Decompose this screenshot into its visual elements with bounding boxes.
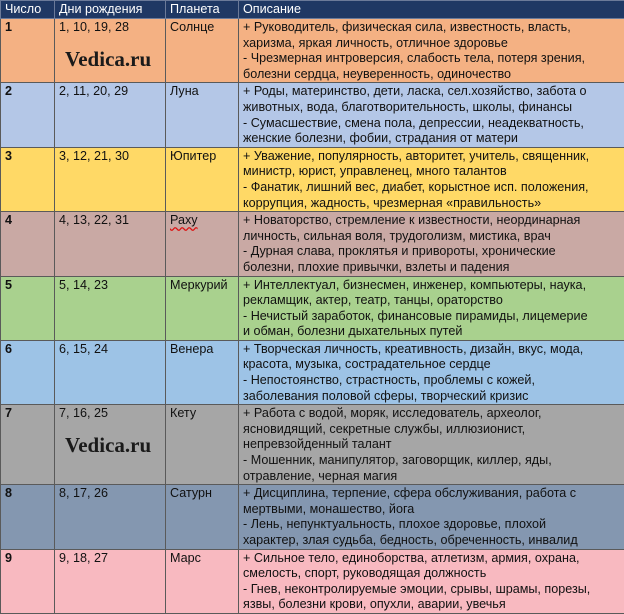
cell-description (239, 485, 624, 549)
table-row (1, 147, 624, 211)
description-line: характер, злая судьба, бедность, обреченность, инвалид (243, 533, 620, 549)
description-line: непревзойденный талант (243, 437, 620, 453)
birthdays-text: 5, 14, 23 (59, 278, 161, 294)
cell-number: 7 (1, 405, 55, 485)
cell-number: 5 (1, 276, 55, 340)
cell-description (239, 212, 624, 276)
header-birthdays: Дни рождения (55, 1, 166, 19)
cell-birthdays (55, 19, 166, 83)
description-line: - Сумасшествие, смена пола, депрессии, неадекватность, (243, 116, 620, 132)
table-row (1, 276, 624, 340)
planet-text: Сатурн (170, 486, 212, 500)
cell-number: 9 (1, 549, 55, 613)
birthdays-text: 9, 18, 27 (59, 551, 161, 567)
birthdays-text: 4, 13, 22, 31 (59, 213, 161, 229)
cell-description (239, 549, 624, 613)
cell-description (239, 19, 624, 83)
cell-birthdays (55, 340, 166, 404)
planet-text: Кету (170, 406, 196, 420)
cell-description (239, 340, 624, 404)
description-line: - Дурная слава, проклятья и привороты, хронические (243, 244, 620, 260)
cell-birthdays (55, 276, 166, 340)
birthdays-text: 3, 12, 21, 30 (59, 149, 161, 165)
cell-birthdays (55, 485, 166, 549)
planet-text: Юпитер (170, 149, 216, 163)
description-line: отравление, черная магия (243, 469, 620, 485)
site-watermark: Vedica.ru (65, 433, 161, 457)
cell-planet (166, 276, 239, 340)
birthdays-text: 6, 15, 24 (59, 342, 161, 358)
cell-number: 2 (1, 83, 55, 147)
cell-birthdays (55, 147, 166, 211)
header-row (1, 1, 624, 19)
planet-text: Венера (170, 342, 213, 356)
planet-text: Раху (170, 213, 198, 227)
cell-description (239, 83, 624, 147)
description-line: + Работа с водой, моряк, исследователь, археолог, (243, 406, 620, 422)
table-row (1, 549, 624, 613)
description-line: - Нечистый заработок, финансовые пирамиды, лицемерие (243, 309, 620, 325)
cell-description (239, 405, 624, 485)
description-line: министр, юрист, управленец, много талантов (243, 164, 620, 180)
planet-text: Меркурий (170, 278, 228, 292)
description-line: + Руководитель, физическая сила, известность, власть, (243, 20, 620, 36)
planet-text: Луна (170, 84, 199, 98)
cell-birthdays (55, 405, 166, 485)
cell-planet (166, 212, 239, 276)
cell-planet (166, 405, 239, 485)
cell-number: 4 (1, 212, 55, 276)
description-line: + Дисциплина, терпение, сфера обслуживания, работа с (243, 486, 620, 502)
description-line: животных, вода, благотворительность, школы, финансы (243, 100, 620, 116)
planet-text: Марс (170, 551, 201, 565)
cell-planet (166, 19, 239, 83)
description-line: + Творческая личность, креативность, дизайн, вкус, мода, (243, 342, 620, 358)
description-line: личность, сильная воля, трудоголизм, мистика, врач (243, 229, 620, 245)
description-line: красота, музыка, сострадательное сердце (243, 357, 620, 373)
description-line: женские болезни, фобии, страдания от матери (243, 131, 620, 147)
birthdays-text: 2, 11, 20, 29 (59, 84, 161, 100)
cell-number: 6 (1, 340, 55, 404)
cell-planet (166, 549, 239, 613)
planet-text: Солнце (170, 20, 214, 34)
table-row (1, 83, 624, 147)
cell-planet (166, 83, 239, 147)
site-watermark: Vedica.ru (65, 47, 161, 71)
description-line: + Роды, материнство, дети, ласка, сел.хозяйство, забота о (243, 84, 620, 100)
cell-birthdays (55, 83, 166, 147)
description-line: болезни, плохие привычки, взлеты и падения (243, 260, 620, 276)
description-line: - Фанатик, лишний вес, диабет, корыстное исп. положения, (243, 180, 620, 196)
description-line: ясновидящий, секретные службы, иллюзионист, (243, 422, 620, 438)
description-line: - Чрезмерная интроверсия, слабость тела, потеря зрения, (243, 51, 620, 67)
description-line: - Лень, непунктуальность, плохое здоровье, плохой (243, 517, 620, 533)
description-line: - Мошенник, манипулятор, заговорщик, киллер, яды, (243, 453, 620, 469)
description-line: заболевания половой сферы, творческий кризис (243, 389, 620, 405)
description-line: болезни сердца, неуверенность, одиночество (243, 67, 620, 83)
cell-planet (166, 485, 239, 549)
table-row (1, 212, 624, 276)
birthdays-text: 8, 17, 26 (59, 486, 161, 502)
description-line: мертвыми, монашество, йога (243, 502, 620, 518)
header-number: Число (1, 1, 55, 19)
cell-number: 1 (1, 19, 55, 83)
header-description: Описание (239, 1, 624, 19)
cell-planet (166, 340, 239, 404)
description-line: язвы, болезни крови, опухли, аварии, увечья (243, 597, 620, 613)
header-planet: Планета (166, 1, 239, 19)
table-row (1, 485, 624, 549)
description-line: коррупция, жадность, чрезмерная «правильность» (243, 196, 620, 212)
cell-description (239, 147, 624, 211)
description-line: рекламщик, актер, театр, танцы, ораторство (243, 293, 620, 309)
cell-number: 3 (1, 147, 55, 211)
cell-number: 8 (1, 485, 55, 549)
description-line: и обман, болезни дыхательных путей (243, 324, 620, 340)
cell-planet (166, 147, 239, 211)
table-row (1, 19, 624, 83)
cell-birthdays (55, 549, 166, 613)
description-line: + Сильное тело, единоборства, атлетизм, армия, охрана, (243, 551, 620, 567)
description-line: харизма, яркая личность, отличное здоровье (243, 36, 620, 52)
description-line: - Непостоянство, страстность, проблемы с кожей, (243, 373, 620, 389)
description-line: + Уважение, популярность, авторитет, учитель, священник, (243, 149, 620, 165)
description-line: смелость, спорт, руководящая должность (243, 566, 620, 582)
birthdays-text: 7, 16, 25 (59, 406, 161, 422)
description-line: + Новаторство, стремление к известности, неординарная (243, 213, 620, 229)
description-line: + Интеллектуал, бизнесмен, инженер, компьютеры, наука, (243, 278, 620, 294)
table-row (1, 340, 624, 404)
cell-description (239, 276, 624, 340)
birthdays-text: 1, 10, 19, 28 (59, 20, 161, 36)
description-line: - Гнев, неконтролируемые эмоции, срывы, шрамы, порезы, (243, 582, 620, 598)
table-row (1, 405, 624, 485)
cell-birthdays (55, 212, 166, 276)
